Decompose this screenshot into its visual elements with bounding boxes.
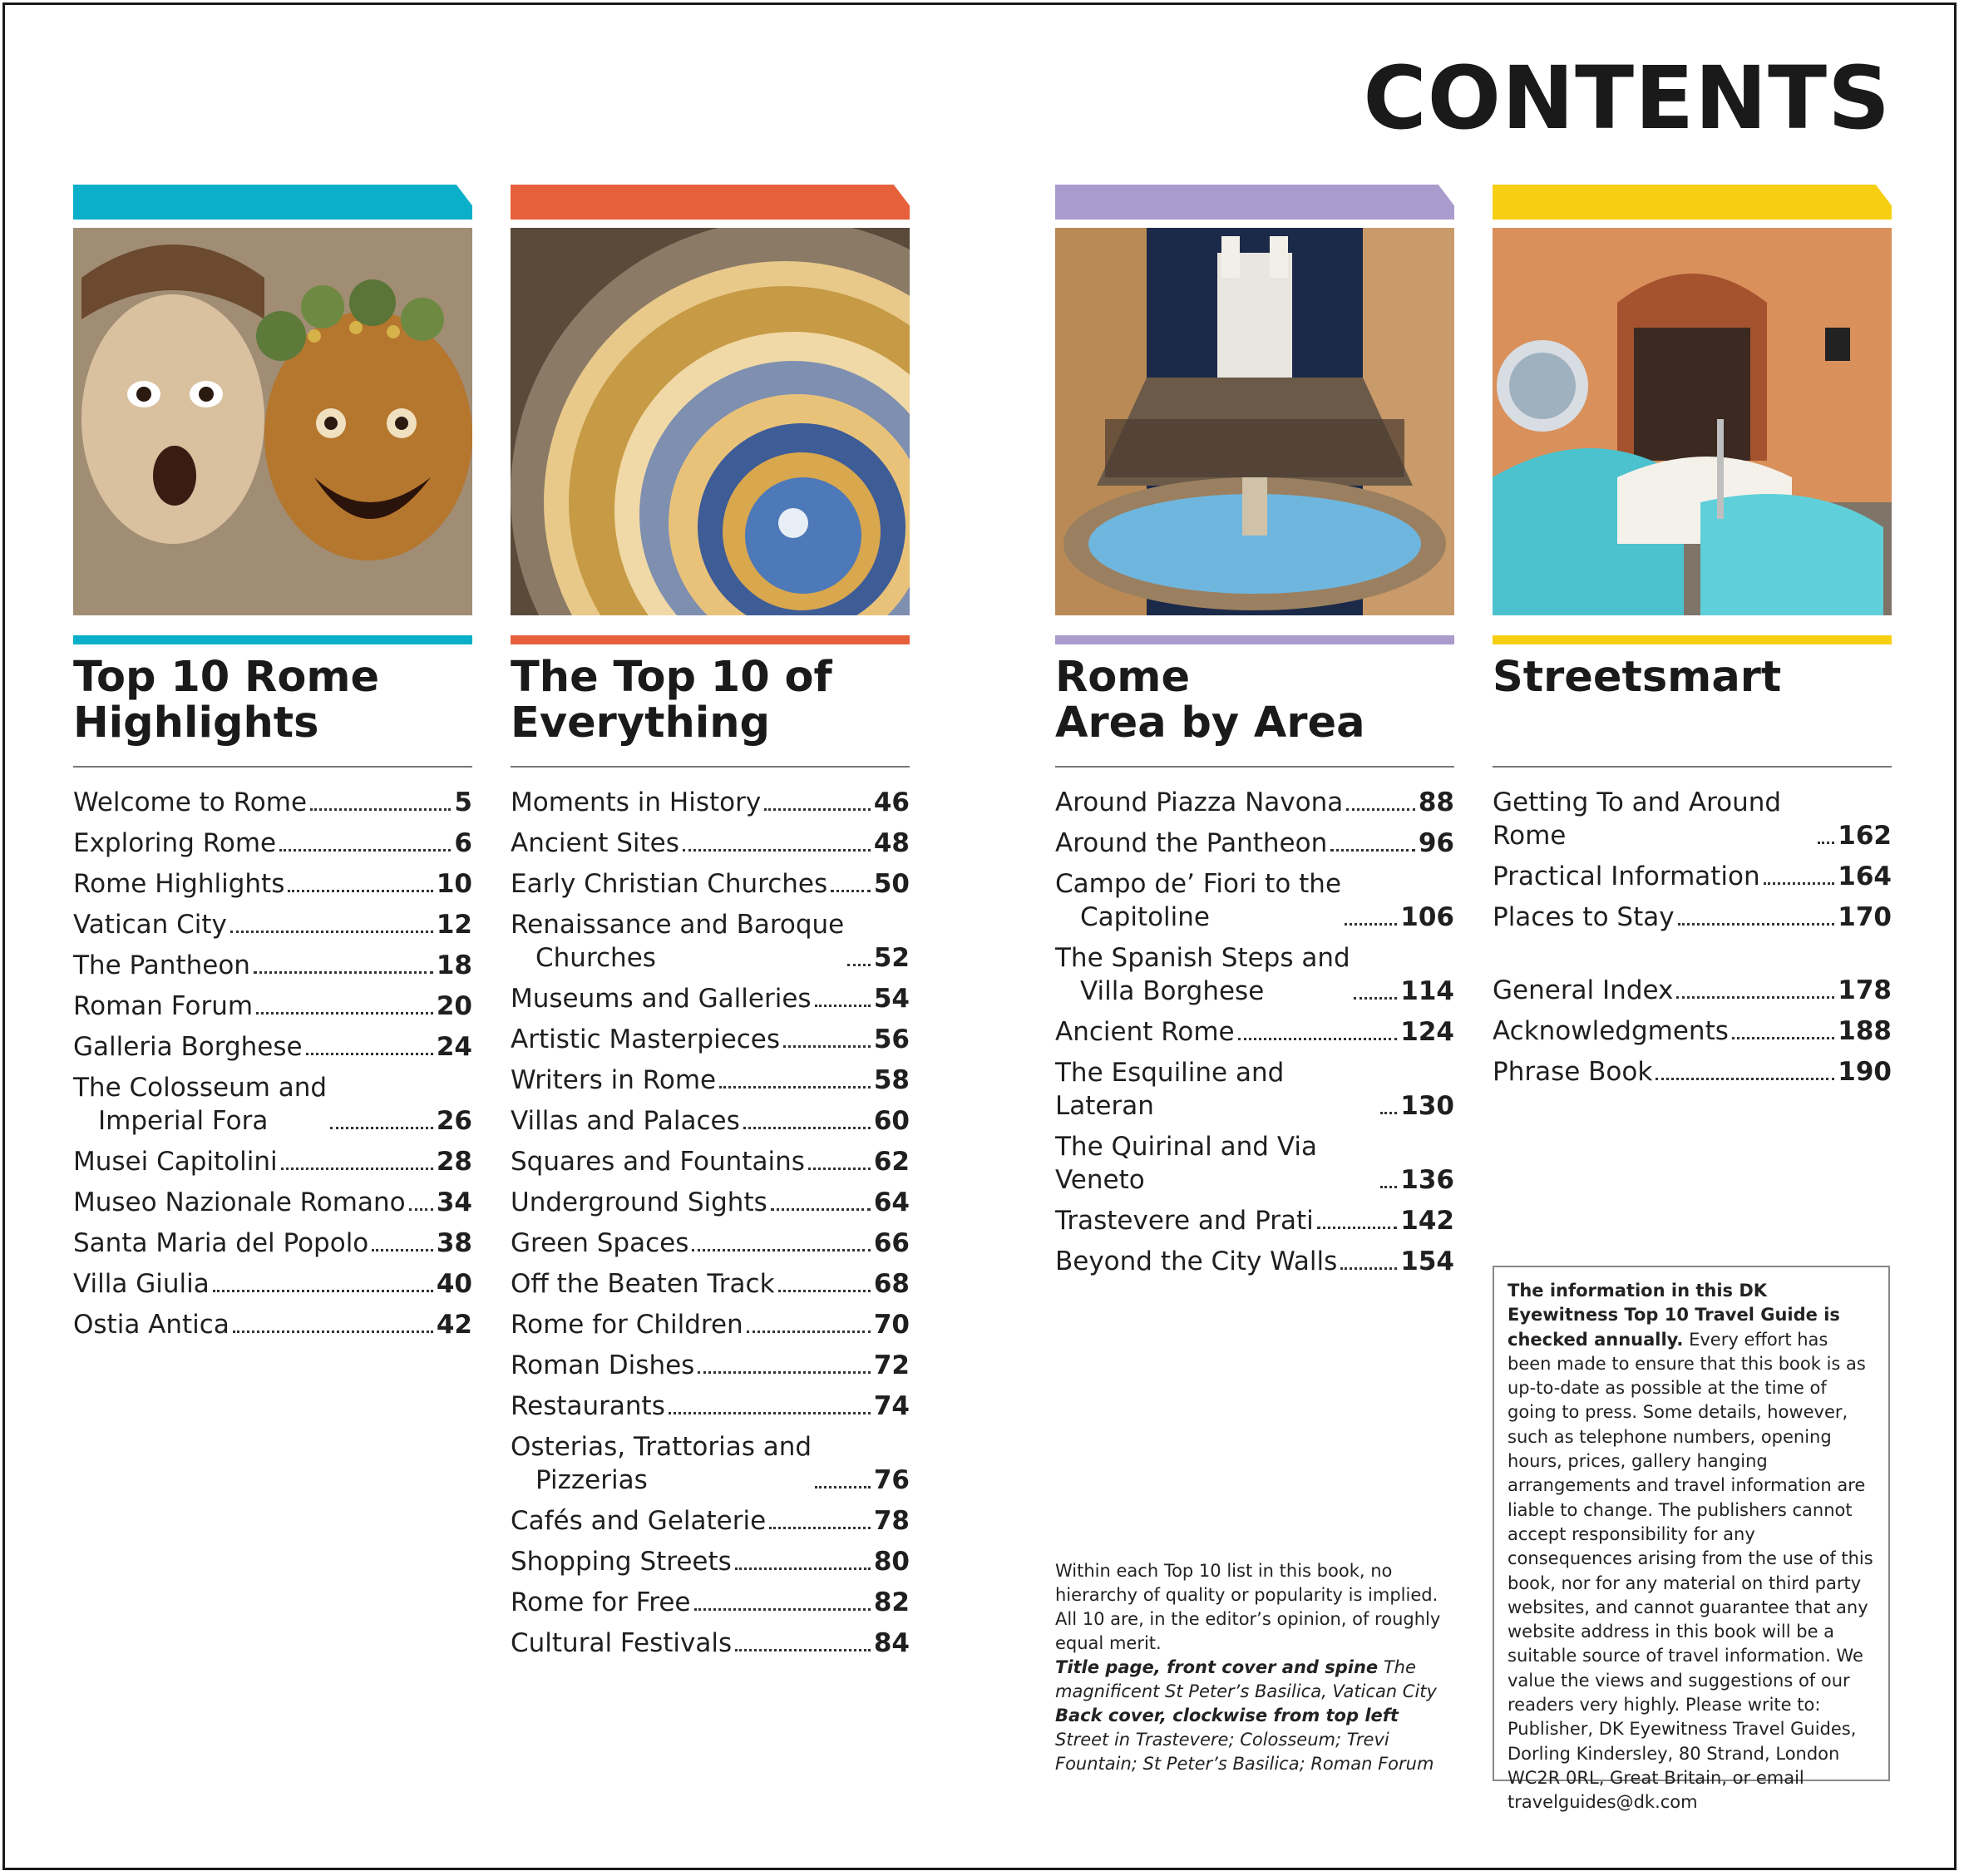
toc-entry[interactable]: [1493, 901, 1892, 934]
dot-leader: [213, 1290, 433, 1292]
toc-entry-label: Acknowledgments: [1493, 1016, 1729, 1046]
dot-leader: [1330, 849, 1415, 852]
dot-leader: [256, 1012, 433, 1015]
toc-entry-label: The Esquiline and Lateran: [1055, 1058, 1285, 1121]
toc-page-number: 76: [873, 1465, 910, 1495]
toc-list: [511, 786, 910, 1660]
dot-leader: [698, 1371, 871, 1374]
toc-page-number: 164: [1838, 861, 1892, 891]
toc-page-number: 20: [436, 991, 472, 1021]
divider: [511, 766, 910, 768]
toc-entry[interactable]: [73, 1227, 472, 1260]
toc-entry-label: Rome Highlights: [73, 869, 285, 899]
toc-page-number: 72: [873, 1350, 910, 1380]
dot-leader: [1676, 996, 1834, 999]
toc-page-number: 68: [873, 1269, 910, 1299]
toc-entry-label: Underground Sights: [511, 1187, 767, 1217]
toc-page-number: 88: [1418, 787, 1454, 817]
toc-entry[interactable]: [73, 1071, 472, 1138]
dot-leader: [808, 1168, 871, 1170]
toc-entry-label: Galleria Borghese: [73, 1032, 303, 1062]
toc-page-number: 142: [1400, 1206, 1454, 1236]
section-photo-masks-mosaic: [73, 228, 472, 615]
toc-page-number: 74: [873, 1391, 910, 1421]
toc-page-number: 6: [454, 828, 472, 858]
toc-page-number: 52: [873, 943, 910, 973]
toc-entry[interactable]: [511, 1145, 910, 1178]
toc-page-number: 64: [873, 1187, 910, 1217]
toc-entry-label: Cafés and Gelaterie: [511, 1506, 767, 1536]
dot-leader: [1380, 1112, 1397, 1114]
toc-entry-label: Vatican City: [73, 910, 227, 940]
front-cover-text: The magnificent St Peter’s Basilica, Vatican City: [1055, 1657, 1437, 1701]
toc-entry[interactable]: [511, 908, 910, 975]
toc-entry-label: Places to Stay: [1493, 902, 1675, 932]
toc-entry-label: Musei Capitolini: [73, 1147, 278, 1177]
dot-leader: [771, 1208, 871, 1211]
spanish-steps-image: [1055, 228, 1454, 615]
toc-entry[interactable]: [1055, 827, 1454, 860]
toc-page-number: 10: [436, 869, 472, 899]
dot-leader: [747, 1330, 871, 1333]
dot-leader: [1354, 997, 1398, 1000]
toc-page-number: 106: [1400, 902, 1454, 932]
toc-entry-label: Getting To and Around Rome: [1493, 787, 1782, 851]
dot-leader: [1345, 923, 1397, 926]
toc-page-number: 154: [1400, 1247, 1454, 1276]
dot-leader: [279, 849, 451, 852]
dot-leader: [288, 890, 433, 892]
section-title: Rome Area by Area: [1055, 653, 1365, 748]
section-top10-everything: [511, 185, 910, 1667]
dot-leader: [1380, 1186, 1397, 1188]
toc-entry[interactable]: [73, 827, 472, 860]
toc-entry[interactable]: [511, 982, 910, 1015]
section-photo-vespa: [1493, 228, 1892, 615]
section-top10-highlights: [73, 185, 472, 1349]
toc-entry-label: Rome for Free: [511, 1587, 691, 1617]
toc-entry-label: Phrase Book: [1493, 1057, 1653, 1087]
toc-entry[interactable]: [73, 1145, 472, 1178]
toc-entry-label: The Colosseum and Imperial Fora: [73, 1073, 328, 1136]
toc-entry-label: Roman Forum: [73, 991, 254, 1021]
toc-entry[interactable]: [1493, 1055, 1892, 1089]
ranking-note: Within each Top 10 list in this book, no hierarchy of quality or popularity is implied. All 10 are, in the editor’s opinion, of roughly equal merit.: [1055, 1561, 1441, 1653]
toc-entry[interactable]: [73, 1267, 472, 1301]
toc-entry-label: Around the Pantheon: [1055, 828, 1328, 858]
toc-page-number: 178: [1838, 975, 1892, 1005]
section-tab: [1493, 185, 1892, 220]
toc-page-number: 42: [436, 1310, 472, 1340]
section-title: The Top 10 of Everything: [511, 653, 832, 748]
toc-page-number: 162: [1838, 821, 1892, 851]
toc-entry[interactable]: [73, 949, 472, 982]
toc-page-number: 50: [873, 869, 910, 899]
dot-leader: [306, 1053, 433, 1055]
toc-entry-label: The Spanish Steps and Villa Borghese: [1055, 943, 1350, 1006]
toc-entry[interactable]: [511, 1267, 910, 1301]
section-tab: [73, 185, 472, 220]
toc-entry-label: Artistic Masterpieces: [511, 1024, 781, 1054]
divider: [1493, 766, 1892, 768]
toc-entry-label: Cultural Festivals: [511, 1628, 733, 1658]
toc-page-number: 78: [873, 1506, 910, 1536]
toc-entry[interactable]: [511, 1023, 910, 1056]
toc-page-number: 40: [436, 1269, 472, 1299]
toc-page-number: 56: [873, 1024, 910, 1054]
dot-leader: [1340, 1267, 1397, 1270]
section-title: Streetsmart: [1493, 653, 1782, 702]
dot-leader: [330, 1127, 433, 1129]
toc-page-number: 96: [1418, 828, 1454, 858]
toc-page-number: 66: [873, 1228, 910, 1258]
toc-entry-label: Rome for Children: [511, 1310, 743, 1340]
toc-page-number: 58: [873, 1065, 910, 1095]
toc-entry-label: Beyond the City Walls: [1055, 1247, 1338, 1276]
cover-credits: [1055, 1656, 1454, 1776]
back-cover-text: Street in Trastevere; Colosseum; Trevi Fountain; St Peter’s Basilica; Roman Forum: [1055, 1730, 1434, 1774]
toc-page-number: 190: [1838, 1057, 1892, 1087]
toc-entry[interactable]: [1055, 1204, 1454, 1237]
dot-leader: [831, 890, 871, 892]
dot-leader: [694, 1608, 871, 1611]
toc-page-number: 60: [873, 1106, 910, 1136]
toc-entry[interactable]: [511, 1586, 910, 1619]
toc-page-number: 34: [436, 1187, 472, 1217]
toc-entry[interactable]: [511, 1545, 910, 1578]
divider: [73, 766, 472, 768]
dot-leader: [233, 1330, 433, 1333]
toc-entry-label: Ostia Antica: [73, 1310, 229, 1340]
toc-page-number: 130: [1400, 1091, 1454, 1121]
toc-entry-label: Campo de’ Fiori to the Capitoline: [1055, 869, 1342, 932]
toc-entry-label: Santa Maria del Popolo: [73, 1228, 369, 1258]
toc-entry-label: Welcome to Rome: [73, 787, 308, 817]
toc-entry-label: Shopping Streets: [511, 1547, 732, 1577]
toc-entry[interactable]: [1493, 974, 1892, 1007]
toc-page-number: 54: [873, 984, 910, 1014]
vespa-scooter-image: [1493, 228, 1892, 615]
toc-entry-label: Museo Nazionale Romano: [73, 1187, 406, 1217]
toc-entry[interactable]: [73, 1308, 472, 1341]
spiral-staircase-image: [511, 228, 910, 615]
divider: [1055, 766, 1454, 768]
toc-entry-label: Ancient Rome: [1055, 1017, 1235, 1047]
section-tab: [511, 185, 910, 220]
toc-entry-label: Roman Dishes: [511, 1350, 695, 1380]
toc-entry-label: Green Spaces: [511, 1228, 689, 1258]
section-bar: [73, 635, 472, 644]
toc-entry[interactable]: [511, 1186, 910, 1219]
dot-leader: [281, 1168, 433, 1170]
dot-leader: [409, 1208, 433, 1211]
toc-entry-label: Off the Beaten Track: [511, 1269, 775, 1299]
toc-entry[interactable]: [1055, 941, 1454, 1008]
toc-list: [1493, 786, 1892, 1089]
toc-entry[interactable]: [511, 867, 910, 901]
toc-entry-label: The Quirinal and Via Veneto: [1055, 1132, 1317, 1195]
dot-leader: [815, 1486, 871, 1488]
dot-leader: [1764, 882, 1835, 885]
front-cover-label: Title page, front cover and spine: [1055, 1657, 1379, 1677]
dot-leader: [1818, 842, 1834, 844]
toc-page-number: 46: [873, 787, 910, 817]
toc-entry[interactable]: [73, 1030, 472, 1064]
toc-entry[interactable]: [511, 1064, 910, 1097]
toc-page-number: 24: [436, 1032, 472, 1062]
dot-leader: [1317, 1227, 1398, 1229]
dot-leader: [847, 964, 871, 966]
toc-entry-label: Around Piazza Navona: [1055, 787, 1344, 817]
toc-entry[interactable]: [511, 1227, 910, 1260]
section-bar: [511, 635, 910, 644]
toc-page-number: 80: [873, 1547, 910, 1577]
toc-entry-label: Renaissance and Baroque Churches: [511, 910, 845, 973]
section-bar: [1493, 635, 1892, 644]
section-tab: [1055, 185, 1454, 220]
section-photo-spanish-steps: [1055, 228, 1454, 615]
dot-leader: [815, 1005, 871, 1007]
dot-leader: [230, 931, 433, 933]
toc-entry[interactable]: [1055, 867, 1454, 934]
dot-leader: [764, 808, 871, 811]
toc-page-number: 38: [436, 1228, 472, 1258]
toc-page-number: 26: [436, 1106, 472, 1136]
toc-entry[interactable]: [1055, 1130, 1454, 1197]
dot-leader: [769, 1527, 871, 1529]
dot-leader: [1346, 808, 1415, 811]
back-cover-label: Back cover, clockwise from top left: [1055, 1706, 1399, 1725]
toc-entry[interactable]: [1055, 1056, 1454, 1123]
toc-page-number: 12: [436, 910, 472, 940]
toc-entry[interactable]: [1055, 786, 1454, 819]
toc-entry-label: Osterias, Trattorias and Pizzerias: [511, 1432, 812, 1495]
toc-page-number: 188: [1838, 1016, 1892, 1046]
toc-entry-label: Writers in Rome: [511, 1065, 717, 1095]
section-title: Top 10 Rome Highlights: [73, 653, 380, 748]
dot-leader: [783, 1045, 871, 1048]
toc-entry[interactable]: [511, 1349, 910, 1382]
info-lead: The information in this DK Eyewitness Top 10 Travel Guide is checked annually.: [1508, 1281, 1840, 1350]
toc-entry-label: The Pantheon: [73, 950, 250, 980]
toc-entry-label: General Index: [1493, 975, 1674, 1005]
toc-entry[interactable]: [1493, 1015, 1892, 1048]
toc-entry[interactable]: [511, 1104, 910, 1138]
toc-page-number: 70: [873, 1310, 910, 1340]
toc-entry[interactable]: [73, 990, 472, 1023]
toc-page-number: 28: [436, 1147, 472, 1177]
dot-leader: [254, 971, 433, 974]
section-bar: [1055, 635, 1454, 644]
dot-leader: [372, 1249, 433, 1251]
toc-entry[interactable]: [1055, 1245, 1454, 1278]
toc-entry[interactable]: [73, 1186, 472, 1219]
info-body: Every effort has been made to ensure that this book is as up-to-date as possible at the time of going to press. Some details, however, such as telephone numbers, opening hours, prices, gallery hanging arrangements and travel information are liable to change. The publishers cannot accept responsibility for any consequences arising from the use of this book, nor for any material on third party websites, and cannot guarantee that any website address in this book will be a suitable source of travel information. We value the views and suggestions of our readers very highly. Please write to: Publisher, DK Eyewitness Travel Guides, Dorling Kindersley, 80 Strand, London WC2R 0RL, Great Britain, or email travelguides@dk.com: [1508, 1329, 1873, 1813]
dot-leader: [310, 808, 451, 811]
dot-leader: [1238, 1038, 1398, 1040]
page-title: CONTENTS: [1363, 47, 1891, 149]
toc-page-number: 18: [436, 950, 472, 980]
dot-leader: [778, 1290, 871, 1292]
toc-entry-label: Museums and Galleries: [511, 984, 812, 1014]
toc-entry-label: Moments in History: [511, 787, 762, 817]
toc-entry-label: Villa Giulia: [73, 1269, 210, 1299]
toc-entry-label: Squares and Fountains: [511, 1147, 805, 1177]
dot-leader: [692, 1249, 871, 1251]
toc-entry-label: Villas and Palaces: [511, 1106, 740, 1136]
toc-entry[interactable]: [511, 1308, 910, 1341]
dot-leader: [1656, 1078, 1834, 1080]
section-area-by-area: [1055, 185, 1454, 1286]
toc-page-number: 82: [873, 1587, 910, 1617]
toc-page-number: 62: [873, 1147, 910, 1177]
toc-entry[interactable]: [1493, 786, 1892, 852]
toc-entry-label: Early Christian Churches: [511, 869, 828, 899]
toc-entry[interactable]: [511, 1627, 910, 1660]
toc-page-number: 124: [1400, 1017, 1454, 1047]
toc-entry[interactable]: [511, 1504, 910, 1538]
section-streetsmart: [1493, 185, 1892, 1096]
toc-entry[interactable]: [73, 908, 472, 941]
toc-entry[interactable]: [511, 786, 910, 819]
toc-entry-label: Exploring Rome: [73, 828, 277, 858]
toc-list: [1055, 786, 1454, 1278]
dot-leader: [1678, 923, 1835, 926]
toc-entry[interactable]: [511, 1390, 910, 1423]
dot-leader: [735, 1567, 871, 1570]
dot-leader: [735, 1649, 871, 1651]
dot-leader: [743, 1127, 871, 1129]
dot-leader: [719, 1086, 871, 1089]
dot-leader: [669, 1412, 871, 1414]
toc-entry[interactable]: [73, 867, 472, 901]
toc-entry-label: Restaurants: [511, 1391, 665, 1421]
toc-page-number: 48: [873, 828, 910, 858]
dot-leader: [683, 849, 871, 852]
toc-page-number: 170: [1838, 902, 1892, 932]
toc-page-number: 84: [873, 1628, 910, 1658]
toc-entry[interactable]: [1493, 860, 1892, 893]
toc-entry-label: Trastevere and Prati: [1055, 1206, 1314, 1236]
dot-leader: [1732, 1037, 1834, 1039]
toc-entry[interactable]: [511, 827, 910, 860]
toc-list: [73, 786, 472, 1341]
toc-entry[interactable]: [1055, 1015, 1454, 1049]
toc-entry[interactable]: [73, 786, 472, 819]
toc-entry-label: Ancient Sites: [511, 828, 679, 858]
toc-entry-label: Practical Information: [1493, 861, 1760, 891]
toc-entry[interactable]: [511, 1430, 910, 1497]
toc-page-number: 114: [1400, 976, 1454, 1006]
masks-mosaic-image: [73, 228, 472, 615]
publisher-info-box: [1493, 1266, 1890, 1813]
toc-page-number: 5: [454, 787, 472, 817]
section-photo-spiral-staircase: [511, 228, 910, 615]
toc-page-number: 136: [1400, 1165, 1454, 1195]
